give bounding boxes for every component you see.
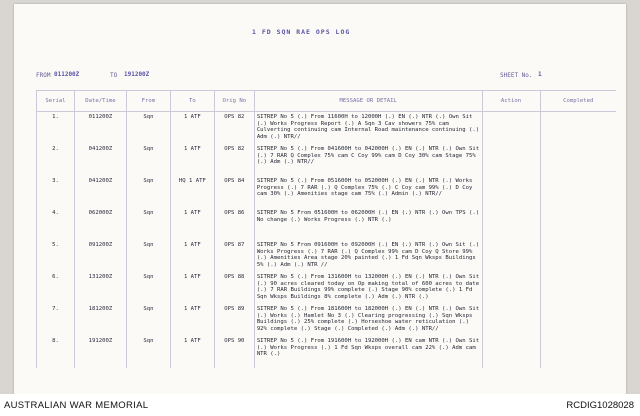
completed [540, 144, 616, 176]
from: Sqn [126, 208, 170, 240]
to-value: 191200Z [124, 71, 150, 78]
completed [540, 336, 616, 368]
orig-no: OPS 82 [214, 112, 254, 145]
date-time: 091200Z [74, 240, 126, 272]
table-row [37, 304, 617, 336]
from-label: FROM [36, 72, 51, 79]
col-orig-no: Orig No [214, 91, 254, 112]
archive-name: AUSTRALIAN WAR MEMORIAL [4, 400, 149, 411]
action [482, 304, 540, 336]
serial: 8. [37, 336, 75, 368]
from: Sqn [126, 336, 170, 368]
action [482, 208, 540, 240]
to: 1 ATF [170, 336, 214, 368]
serial: 7. [37, 304, 75, 336]
action [482, 144, 540, 176]
col-serial: Serial [37, 91, 75, 112]
message: SITREP No 5 (.) From 051600H to 052000H (.) EN (.) NTR (.) Works Progress (.) 7 RAR (.) Q Complex 75% (.) C Coy cam 99% (.) D Coy cam 30% (.) Amenities stage cam 75% (.) Admin (.) NTR// [254, 176, 482, 208]
completed [540, 176, 616, 208]
col-date-time: Date/Time [74, 91, 126, 112]
orig-no: OPS 84 [214, 176, 254, 208]
orig-no: OPS 90 [214, 336, 254, 368]
to: 1 ATF [170, 144, 214, 176]
completed [540, 304, 616, 336]
table-row [37, 176, 617, 208]
message: SITREP No 5 From 051600H to 062000H (.) EN (.) NTR (.) Own TPS (.) No change (.) Works Progress (.) NTR (.) [254, 208, 482, 240]
action [482, 112, 540, 145]
table-row [37, 144, 617, 176]
from: Sqn [126, 176, 170, 208]
date-time: 011200Z [74, 112, 126, 145]
date-time: 041200Z [74, 176, 126, 208]
message-log-table [36, 90, 616, 368]
col-completed: Completed [540, 91, 616, 112]
from: Sqn [126, 272, 170, 304]
from-value: 011200Z [54, 71, 80, 78]
serial: 2. [37, 144, 75, 176]
serial: 5. [37, 240, 75, 272]
orig-no: OPS 82 [214, 144, 254, 176]
completed [540, 208, 616, 240]
serial: 6. [37, 272, 75, 304]
message: SITREP No 5 (.) From 131600H to 132000H (.) EN (.) NTR (.) Own Sit (.) 90 acres cleared today on Op making total of 600 acres to date (.) 7 RAR Buildings 99% complete (.) Stage 90% complete (.) 1 Fd Sqn Wksps Buildings 8% complete (.) Adm (.) NTR (.) [254, 272, 482, 304]
orig-no: OPS 89 [214, 304, 254, 336]
table-row [37, 208, 617, 240]
log-sheet [14, 4, 626, 394]
date-time: 131200Z [74, 272, 126, 304]
to: 1 ATF [170, 304, 214, 336]
col-action: Action [482, 91, 540, 112]
col-message: MESSAGE OR DETAIL [254, 91, 482, 112]
to-label: TO [110, 72, 118, 79]
sheet-label: SHEET No. [500, 72, 533, 79]
date-time: 062000Z [74, 208, 126, 240]
action [482, 240, 540, 272]
col-from: From [126, 91, 170, 112]
table-row [37, 240, 617, 272]
table-row [37, 112, 617, 145]
completed [540, 240, 616, 272]
archive-footer [0, 394, 640, 416]
table-header-row [37, 91, 617, 112]
orig-no: OPS 87 [214, 240, 254, 272]
from: Sqn [126, 240, 170, 272]
serial: 4. [37, 208, 75, 240]
to: 1 ATF [170, 272, 214, 304]
to: 1 ATF [170, 208, 214, 240]
action [482, 176, 540, 208]
message: SITREP No 5 (.) From 041600H to 042000H (.) EN (.) NTR (.) Own Sit (.) 7 RAR Q Complex 75% cam C Coy 99% cam D Coy 30% cam Stage 75% (.) Adm (.) NTR// [254, 144, 482, 176]
to: 1 ATF [170, 240, 214, 272]
date-time: 181200Z [74, 304, 126, 336]
from: Sqn [126, 112, 170, 145]
orig-no: OPS 86 [214, 208, 254, 240]
action [482, 336, 540, 368]
completed [540, 112, 616, 145]
archive-record-id: RCDIG1028028 [566, 400, 634, 411]
table-row [37, 336, 617, 368]
message: SITREP No 5 From 091600H to 092000H (.) EN (.) NTR (.) Own Sit (.) Works Progress (.) 7 RAR (.) Q Complex 99% cam D Coy Q Store 99% (.) Amenities Area stage 20% painted (.) 1 Fd Sqn Wksps Buildings 5% (.) Adm (.) NTR // [254, 240, 482, 272]
date-time: 191200Z [74, 336, 126, 368]
to: 1 ATF [170, 112, 214, 145]
from: Sqn [126, 304, 170, 336]
serial: 3. [37, 176, 75, 208]
orig-no: OPS 88 [214, 272, 254, 304]
from: Sqn [126, 144, 170, 176]
log-title: 1 FD SQN RAE OPS LOG [252, 28, 351, 36]
to: HQ 1 ATF [170, 176, 214, 208]
col-to: To [170, 91, 214, 112]
message: SITREP No 5 (.) From 191600H to 192000H (.) EN cam NTR (.) Own Sit (.) Works Progress (.) 1 Fd Sqn Wksps overall cam 22% (.) Adm cam NTR (.) [254, 336, 482, 368]
message: SITREP No 5 (.) From 11600H to 12000H (.) EN (.) NTR (.) Own Sit (.) Works Progress Report (.) A Sqn 3 Cav showers 75% cam Culverting continuing cam Internal Road maintenance continuing (.) Adm (.) NTR// [254, 112, 482, 145]
completed [540, 272, 616, 304]
date-time: 041200Z [74, 144, 126, 176]
action [482, 272, 540, 304]
table-row [37, 272, 617, 304]
message: SITREP No 5 (.) From 181600H to 182000H (.) EN (.) NTR (.) Own Sit (.) Works (.) Hamlet No 3 (.) Clearing progressing (.) Sqn Wksps Buildings (.) 25% complete (.) Horseshoe water reticulation (.) 92% complete (.) Stage (.) Completed (.) Adm (.) NTR// [254, 304, 482, 336]
sheet-value: 1 [538, 71, 542, 78]
serial: 1. [37, 112, 75, 145]
